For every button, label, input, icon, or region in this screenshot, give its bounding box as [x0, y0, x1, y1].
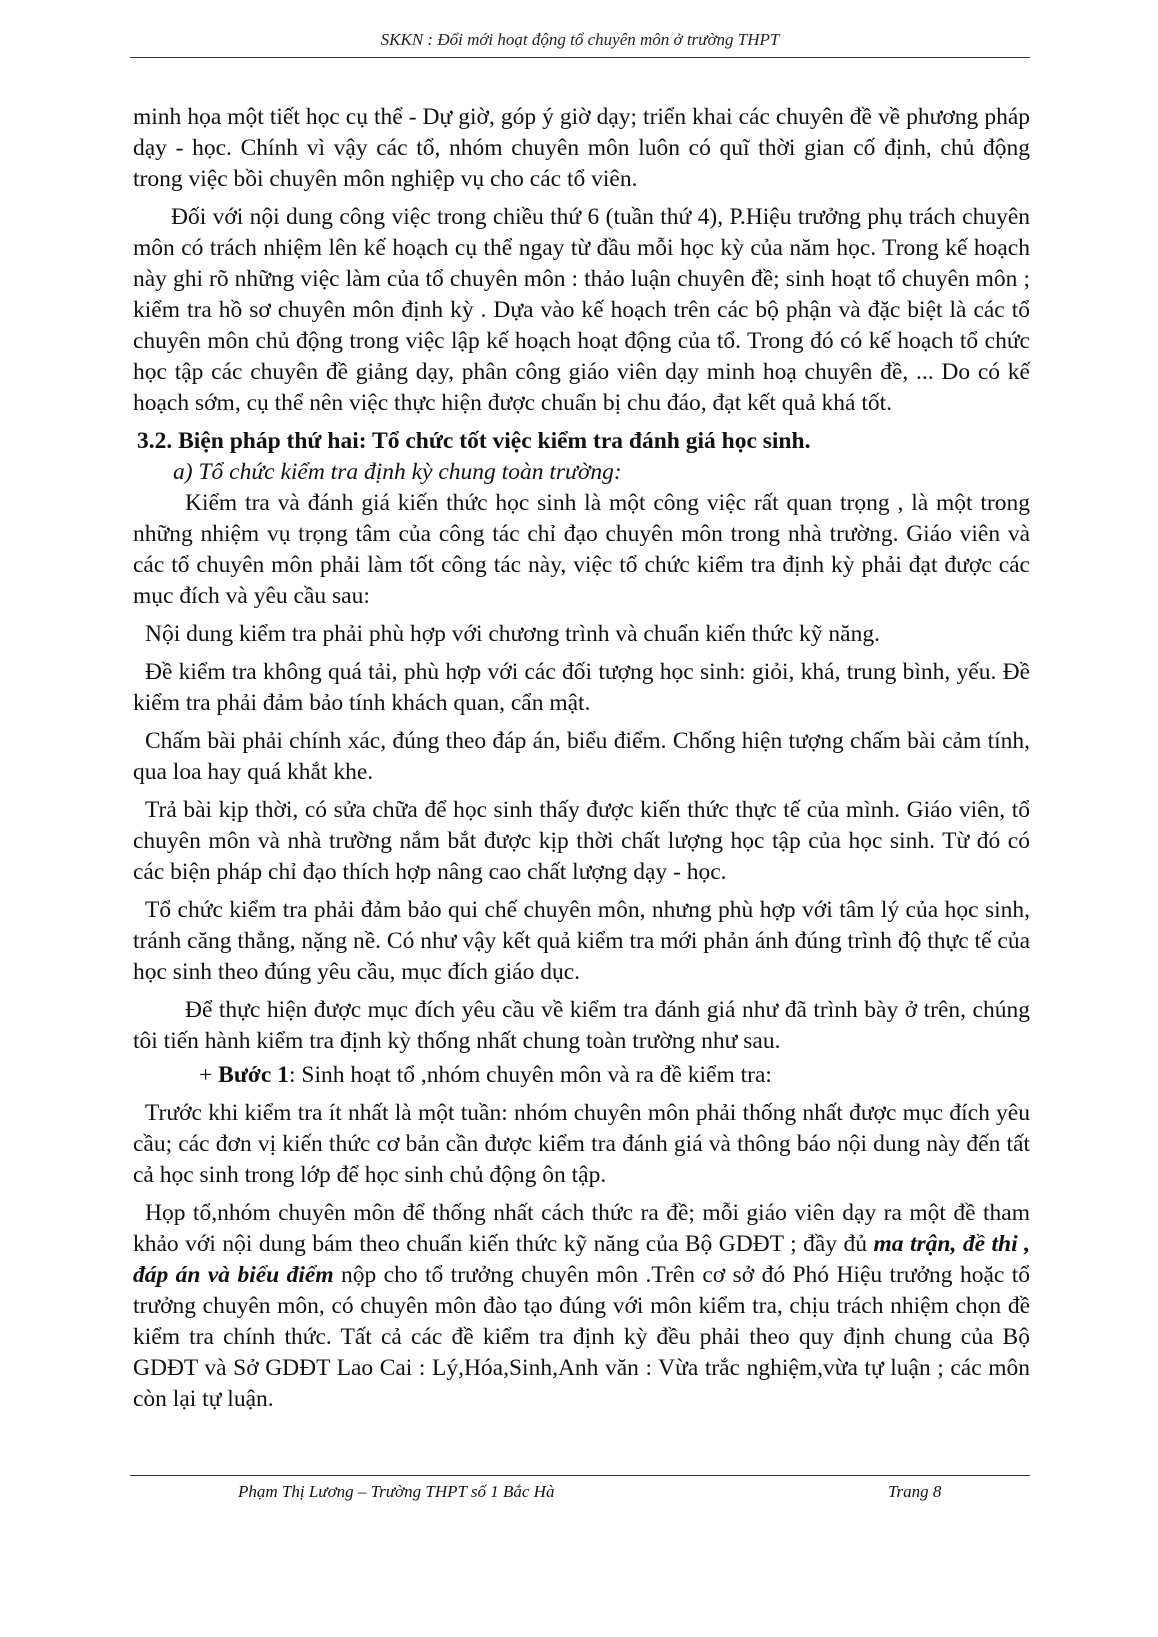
paragraph-11-emphasis: ma trận, đề thi , đáp án và biểu điểm	[133, 1231, 1030, 1288]
paragraph-11-part-2: nộp cho tổ trưởng chuyên môn .Trên cơ sở đó Phó Hiệu trưởng hoặc tổ trưởng chuyên môn, có chuyên môn đào tạo đúng với môn kiểm tra, chịu trách nhiệm chọn đề kiểm tra chính thức. Tất cả các đề kiểm tra định kỳ đều phải theo quy định chung của Bộ GDĐT và Sở GDĐT Lao Cai : Lý,Hóa,Sinh,Anh văn : Vừa trắc nghiệm,vừa tự luận ; các môn còn lại tự luận.	[133, 1262, 1030, 1412]
section-subheading: a) Tổ chức kiểm tra định kỳ chung toàn trường:	[173, 459, 622, 485]
page-number: Trang 8	[888, 1482, 942, 1501]
requirement-5: Tổ chức kiểm tra phải đảm bảo qui chế chuyên môn, nhưng phù hợp với tâm lý của học sinh, tránh căng thẳng, nặng nề. Có như vậy kết quả kiểm tra mới phản ánh đúng trình độ thực tế của học sinh theo đúng yêu cầu, mục đích giáo dục.	[133, 897, 1030, 985]
footer-author: Phạm Thị Lương – Trường THPT số 1 Bắc Hà	[238, 1482, 555, 1501]
requirement-3: Chấm bài phải chính xác, đúng theo đáp án, biểu điểm. Chống hiện tượng chấm bài cảm tính, qua loa hay quá khắt khe.	[133, 728, 1030, 785]
paragraph-11-part-1: Họp tổ,nhóm chuyên môn để thống nhất cách thức ra đề; mỗi giáo viên dạy ra một đề tham khảo với nội dung bám theo chuẩn kiến thức kỹ năng của Bộ GDĐT ; đầy đủ	[133, 1200, 1030, 1257]
page-body	[133, 102, 1030, 1415]
step-1-line	[133, 1060, 1030, 1091]
step-1-prefix: +	[199, 1062, 219, 1088]
running-header: SKKN : Đổi mới hoạt động tổ chuyên môn ở trường THPT	[380, 30, 780, 49]
paragraph-2: Đối với nội dung công việc trong chiều thứ 6 (tuần thứ 4), P.Hiệu trưởng phụ trách chuyên môn có trách nhiệm lên kế hoạch cụ thể ngay từ đầu mỗi học kỳ của năm học. Trong kế hoạch này ghi rõ những việc làm của tổ chuyên môn : thảo luận chuyên đề; sinh hoạt tổ chuyên môn ; kiểm tra hồ sơ chuyên môn định kỳ . Dựa vào kế hoạch trên các bộ phận và đặc biệt là các tổ chuyên môn chủ động trong việc lập kế hoạch hoạt động của tổ. Trong đó có kế hoạch tổ chức học tập các chuyên đề giảng dạy, phân công giáo viên dạy minh hoạ chuyên đề, ... Do có kế hoạch sớm, cụ thể nên việc thực hiện được chuẩn bị chu đáo, đạt kết quả khá tốt.	[133, 204, 1030, 416]
header-rule	[130, 57, 1030, 58]
paragraph-1: minh họa một tiết học cụ thể - Dự giờ, góp ý giờ dạy; triển khai các chuyên đề về phương pháp dạy - học. Chính vì vậy các tổ, nhóm chuyên môn luôn có quĩ thời gian cố định, chủ động trong việc bồi chuyên môn nghiệp vụ cho các tổ viên.	[133, 104, 1030, 192]
section-heading: 3.2. Biện pháp thứ hai: Tổ chức tốt việc kiểm tra đánh giá học sinh.	[137, 428, 811, 454]
paragraph-10: Trước khi kiểm tra ít nhất là một tuần: nhóm chuyên môn phải thống nhất được mục đích yêu cầu; các đơn vị kiến thức cơ bản cần được kiểm tra đánh giá và thông báo nội dung này đến tất cả học sinh trong lớp để học sinh chủ động ôn tập.	[133, 1100, 1030, 1188]
step-1-label: Bước 1	[218, 1062, 289, 1088]
requirement-2: Đề kiểm tra không quá tải, phù hợp với các đối tượng học sinh: giỏi, khá, trung bình, yếu. Đề kiểm tra phải đảm bảo tính khách quan, cẩn mật.	[133, 659, 1030, 716]
paragraph-9: Để thực hiện được mục đích yêu cầu về kiểm tra đánh giá như đã trình bày ở trên, chúng tôi tiến hành kiểm tra định kỳ thống nhất chung toàn trường như sau.	[133, 997, 1030, 1054]
footer-rule	[130, 1475, 1030, 1476]
paragraph-11	[133, 1198, 1030, 1415]
requirement-4: Trả bài kịp thời, có sửa chữa để học sinh thấy được kiến thức thực tế của mình. Giáo viên, tổ chuyên môn và nhà trường nắm bắt được kịp thời chất lượng học tập của học sinh. Từ đó có các biện pháp chỉ đạo thích hợp nâng cao chất lượng dạy - học.	[133, 797, 1030, 885]
requirement-1: Nội dung kiểm tra phải phù hợp với chương trình và chuẩn kiến thức kỹ năng.	[145, 621, 880, 647]
step-1-text: : Sinh hoạt tổ ,nhóm chuyên môn và ra đề kiểm tra:	[289, 1062, 772, 1088]
paragraph-3: Kiểm tra và đánh giá kiến thức học sinh là một công việc rất quan trọng , là một trong những nhiệm vụ trọng tâm của công tác chỉ đạo chuyên môn trong nhà trường. Giáo viên và các tổ chuyên môn phải làm tốt công tác này, việc tổ chức kiểm tra định kỳ phải đạt được các mục đích và yêu cầu sau:	[133, 490, 1030, 609]
